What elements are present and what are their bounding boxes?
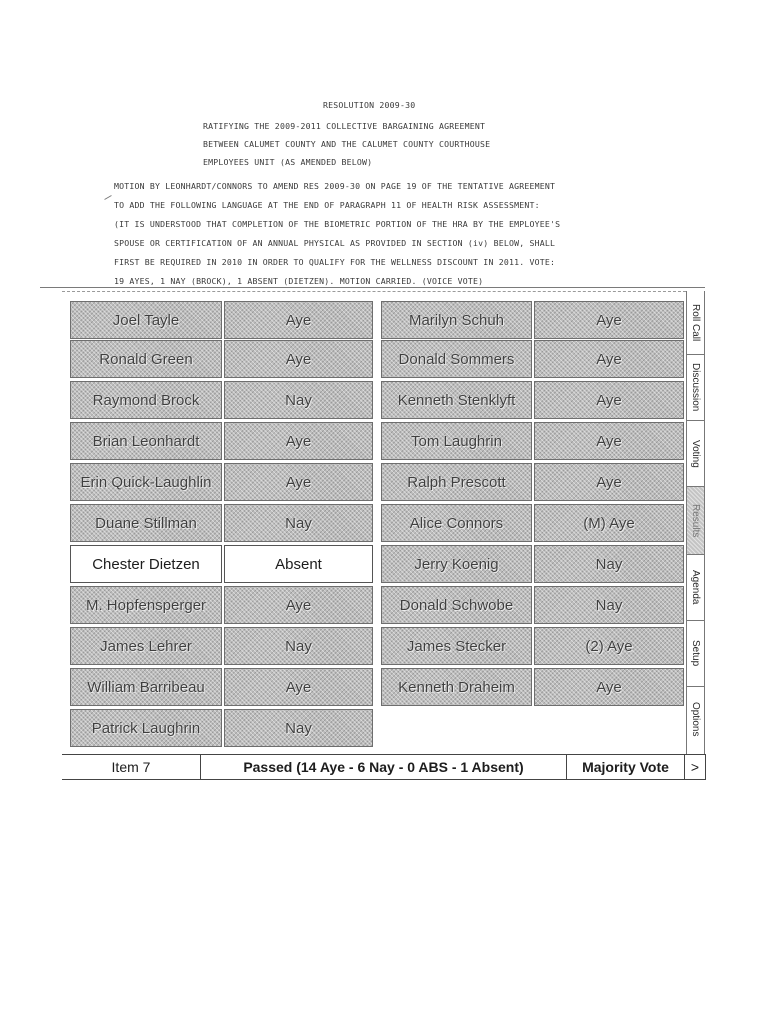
- motion-line-3: (IT IS UNDERSTOOD THAT COMPLETION OF THE BIOMETRIC PORTION OF THE HRA BY THE EMPLOYEE'S: [114, 219, 561, 229]
- motion-line-6: 19 AYES, 1 NAY (BROCK), 1 ABSENT (DIETZEN). MOTION CARRIED. (VOICE VOTE): [114, 276, 484, 286]
- member-name-button[interactable]: Kenneth Draheim: [381, 668, 532, 706]
- member-name-button[interactable]: Alice Connors: [381, 504, 532, 542]
- tab-agenda-label: Agenda: [690, 570, 701, 605]
- motion-line-1: MOTION BY LEONHARDT/CONNORS TO AMEND RES 2009-30 ON PAGE 19 OF THE TENTATIVE AGREEMENT: [114, 181, 556, 191]
- member-vote-button[interactable]: Nay: [224, 627, 373, 665]
- member-name-button[interactable]: Ronald Green: [70, 340, 222, 378]
- member-name-button[interactable]: Ralph Prescott: [381, 463, 532, 501]
- member-name-button[interactable]: M. Hopfensperger: [70, 586, 222, 624]
- member-name-button[interactable]: Erin Quick-Laughlin: [70, 463, 222, 501]
- next-item-button[interactable]: >: [684, 755, 706, 779]
- pen-mark: [104, 195, 111, 200]
- member-name-button[interactable]: William Barribeau: [70, 668, 222, 706]
- member-vote-button[interactable]: Absent: [224, 545, 373, 583]
- item-number: Item 7: [111, 759, 151, 775]
- motion-line-4: SPOUSE OR CERTIFICATION OF AN ANNUAL PHYSICAL AS PROVIDED IN SECTION (iv) BELOW, SHALL: [114, 238, 556, 248]
- member-vote-button[interactable]: Aye: [224, 463, 373, 501]
- tab-voting[interactable]: [687, 421, 704, 487]
- member-vote-button[interactable]: Aye: [224, 340, 373, 378]
- member-vote-button[interactable]: Nay: [224, 381, 373, 419]
- member-vote-button[interactable]: Aye: [534, 301, 684, 339]
- vote-mode: Majority Vote: [566, 755, 684, 779]
- tab-roll-call-label: Roll Call: [690, 303, 701, 342]
- tab-roll-call[interactable]: [687, 291, 704, 355]
- member-name-button[interactable]: Duane Stillman: [70, 504, 222, 542]
- tab-options[interactable]: [687, 687, 704, 752]
- member-name-button[interactable]: Chester Dietzen: [70, 545, 222, 583]
- member-name-button[interactable]: James Lehrer: [70, 627, 222, 665]
- resolution-subtitle-1: RATIFYING THE 2009-2011 COLLECTIVE BARGAINING AGREEMENT: [203, 121, 486, 131]
- member-vote-button[interactable]: Aye: [534, 463, 684, 501]
- resolution-subtitle-2: BETWEEN CALUMET COUNTY AND THE CALUMET COUNTY COURTHOUSE: [203, 139, 491, 149]
- status-bar: [62, 754, 706, 780]
- member-name-button[interactable]: Joel Tayle: [70, 301, 222, 339]
- member-name-button[interactable]: Tom Laughrin: [381, 422, 532, 460]
- member-name-button[interactable]: Donald Sommers: [381, 340, 532, 378]
- member-name-button[interactable]: Donald Schwobe: [381, 586, 532, 624]
- member-vote-button[interactable]: Aye: [534, 422, 684, 460]
- tab-results-label: Results: [690, 503, 701, 538]
- member-name-button[interactable]: James Stecker: [381, 627, 532, 665]
- member-name-button[interactable]: Jerry Koenig: [381, 545, 532, 583]
- member-vote-button[interactable]: Aye: [224, 586, 373, 624]
- resolution-subtitle-3: EMPLOYEES UNIT (AS AMENDED BELOW): [203, 157, 373, 167]
- member-vote-button[interactable]: (M) Aye: [534, 504, 684, 542]
- member-name-button[interactable]: Patrick Laughrin: [70, 709, 222, 747]
- member-vote-button[interactable]: Nay: [534, 545, 684, 583]
- vote-result: Passed (14 Aye - 6 Nay - 0 ABS - 1 Absent): [200, 755, 566, 779]
- member-vote-button[interactable]: Aye: [224, 301, 373, 339]
- member-vote-button[interactable]: Nay: [224, 504, 373, 542]
- member-name-button[interactable]: Brian Leonhardt: [70, 422, 222, 460]
- tab-discussion-label: Discussion: [690, 363, 701, 412]
- member-vote-button[interactable]: (2) Aye: [534, 627, 684, 665]
- tab-results[interactable]: [687, 487, 704, 555]
- member-vote-button[interactable]: Nay: [534, 586, 684, 624]
- tab-options-label: Options: [690, 702, 701, 737]
- side-tab-strip: [686, 291, 705, 754]
- member-name-button[interactable]: Kenneth Stenklyft: [381, 381, 532, 419]
- screen-top-border: [40, 287, 705, 288]
- tab-voting-label: Voting: [690, 439, 701, 468]
- motion-line-5: FIRST BE REQUIRED IN 2010 IN ORDER TO QUALIFY FOR THE WELLNESS DISCOUNT IN 2011. VOTE:: [114, 257, 556, 267]
- member-vote-button[interactable]: Aye: [224, 422, 373, 460]
- member-vote-button[interactable]: Aye: [534, 381, 684, 419]
- motion-line-2: TO ADD THE FOLLOWING LANGUAGE AT THE END OF PARAGRAPH 11 OF HEALTH RISK ASSESSMENT:: [114, 200, 540, 210]
- screen-top-border-light: [62, 291, 686, 292]
- tab-agenda[interactable]: [687, 555, 704, 621]
- member-vote-button[interactable]: Aye: [534, 668, 684, 706]
- member-vote-button[interactable]: Aye: [534, 340, 684, 378]
- resolution-title: RESOLUTION 2009-30: [323, 100, 416, 110]
- tab-discussion[interactable]: [687, 355, 704, 421]
- member-vote-button[interactable]: Nay: [224, 709, 373, 747]
- tab-setup[interactable]: [687, 621, 704, 687]
- member-name-button[interactable]: Raymond Brock: [70, 381, 222, 419]
- tab-setup-label: Setup: [690, 640, 701, 667]
- member-vote-button[interactable]: Aye: [224, 668, 373, 706]
- member-name-button[interactable]: Marilyn Schuh: [381, 301, 532, 339]
